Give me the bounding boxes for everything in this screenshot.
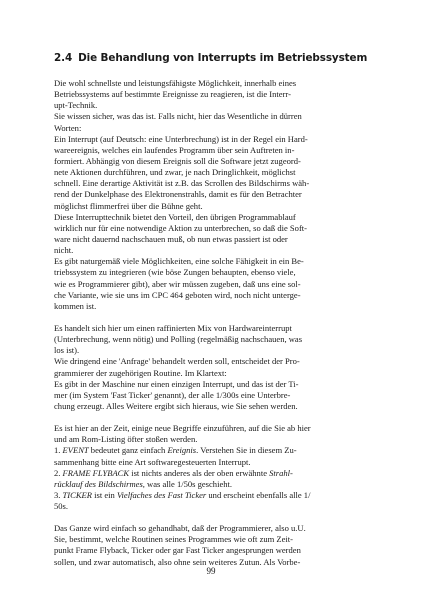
text-line: wie es Programmierer gibt), aber wir müssen zugeben, daß uns eine sol- bbox=[54, 278, 301, 289]
section-title: Die Behandlung von Interrupts im Betriebssystem bbox=[78, 52, 368, 64]
section-number: 2.4 bbox=[54, 52, 73, 64]
paragraph bbox=[54, 423, 382, 512]
paragraph-spacer bbox=[54, 412, 382, 423]
text-line: (Unterbrechung, wenn nötig) und Polling (regelmäßig nachschauen, was bbox=[54, 334, 303, 345]
text-line: möglichst flimmerfrei über die Bühne geht. bbox=[54, 200, 203, 211]
text-line: punkt Frame Flyback, Ticker oder gar Fast Ticker angesprungen werden bbox=[54, 545, 301, 556]
text-line: Worten: bbox=[54, 122, 82, 133]
text-line: Die wohl schnellste und leistungsfähigste Möglichkeit, innerhalb eines bbox=[54, 78, 297, 88]
emphasis: rücklauf des Bildschirmes bbox=[54, 478, 143, 489]
text-line: chung erzeugt. Alles Weitere ergibt sich hieraus, wie Sie sehen werden. bbox=[54, 400, 298, 411]
text-line: grammierer der zugehörigen Routine. Im Klartext: bbox=[54, 367, 227, 378]
text-line: 50s. bbox=[54, 501, 69, 512]
text-line: wareereignis, welches ein laufendes Programm über sein Auftreten in- bbox=[54, 144, 295, 155]
text-line: formiert. Abhängig von diesem Ereignis soll die Software jetzt zugeord- bbox=[54, 155, 301, 166]
emphasis: Vielfaches des Fast Ticker bbox=[116, 489, 207, 500]
text-line: los ist). bbox=[54, 345, 80, 356]
text-line: Es gibt naturgemäß viele Möglichkeiten, eine solche Fähigkeit in ein Be- bbox=[54, 256, 304, 267]
text-line: und am Rom-Listing öfter stoßen werden. bbox=[54, 434, 198, 445]
section-heading bbox=[54, 52, 384, 64]
list-item: 2. FRAME FLYBACK ist nichts anderes als der oben erwähnte Strahl- bbox=[54, 467, 293, 478]
text-line: rücklauf des Bildschirmes, was alle 1/50s geschieht. bbox=[54, 478, 233, 489]
text-line: upt-Technik. bbox=[54, 100, 98, 111]
text-line: Diese Interrupttechnik bietet den Vorteil, den übrigen Programmablauf bbox=[54, 211, 296, 222]
text-line: kommen ist. bbox=[54, 300, 97, 311]
text-line: che Variante, wie sie uns im CPC 464 geboten wird, noch nicht unterge- bbox=[54, 289, 301, 300]
text-line: Es handelt sich hier um einen raffinierten Mix von Hardwareinterrupt bbox=[54, 322, 292, 333]
list-item: 3. TICKER ist ein Vielfaches des Fast Ticker und erscheint ebenfalls alle 1/ bbox=[54, 489, 311, 500]
term: FRAME FLYBACK bbox=[62, 467, 130, 478]
text-line: Es ist hier an der Zeit, einige neue Begriffe einzuführen, auf die Sie ab hier bbox=[54, 423, 311, 434]
term: EVENT bbox=[62, 445, 89, 456]
text-line: Das Ganze wird einfach so gehandhabt, daß der Programmierer, also u.U. bbox=[54, 523, 306, 534]
emphasis: Ereignis bbox=[167, 445, 197, 456]
text-line: Sie, bestimmt, welche Routinen seines Programmes wie oft zum Zeit- bbox=[54, 534, 294, 545]
emphasis: Strahl- bbox=[269, 467, 293, 478]
paragraph bbox=[54, 78, 382, 312]
text-line: nicht. bbox=[54, 245, 74, 256]
body-text bbox=[54, 78, 382, 568]
text-line: rend der Dunkelphase des Elektronenstrahls, damit es für den Betrachter bbox=[54, 189, 302, 200]
term: TICKER bbox=[62, 489, 92, 500]
paragraph bbox=[54, 323, 382, 412]
text-line: wirklich nur für eine notwendige Aktion zu unterbrechen, so daß die Soft- bbox=[54, 222, 308, 233]
text-line: mer (im System 'Fast Ticker' genannt), der alle 1/300s eine Unterbre- bbox=[54, 389, 291, 400]
text-line: Betriebssystems auf bestimmte Ereignisse zu reagieren, ist die Interr- bbox=[54, 89, 291, 100]
text-line: ware nicht dauernd nachschauen muß, ob nun etwas passiert ist oder bbox=[54, 233, 288, 244]
paragraph bbox=[54, 523, 382, 568]
text-line: sollen, und zwar automatisch, also ohne sein weiteres Zutun. Als Vorbe- bbox=[54, 556, 301, 567]
text-line: triebssystem zu integrieren (wie böse Zungen behaupten, ebenso viele, bbox=[54, 267, 296, 278]
paragraph-spacer bbox=[54, 312, 382, 323]
text-line: nete Aktionen durchführen, und zwar, je nach Dringlichkeit, möglichst bbox=[54, 167, 296, 178]
paragraph-spacer bbox=[54, 512, 382, 523]
text-line: Es gibt in der Maschine nur einen einzigen Interrupt, und das ist der Ti- bbox=[54, 378, 299, 389]
page-number: 99 bbox=[206, 566, 216, 576]
text-line: sammenhang bitte eine Art softwaregesteuerten Interrupt. bbox=[54, 456, 251, 467]
text-line: Wie dringend eine 'Anfrage' behandelt werden soll, entscheidet der Pro- bbox=[54, 356, 300, 367]
list-item: 1. EVENT bedeutet ganz einfach Ereignis. Verstehen Sie in diesem Zu- bbox=[54, 445, 297, 456]
text-line: schnell. Eine derartige Aktivität ist z.B. das Scrollen des Bildschirms wäh- bbox=[54, 178, 310, 189]
text-line: Sie wissen sicher, was das ist. Falls nicht, hier das Wesentliche in dürren bbox=[54, 111, 302, 122]
text-line: Ein Interrupt (auf Deutsch: eine Unterbrechung) ist in der Regel ein Hard- bbox=[54, 133, 308, 144]
